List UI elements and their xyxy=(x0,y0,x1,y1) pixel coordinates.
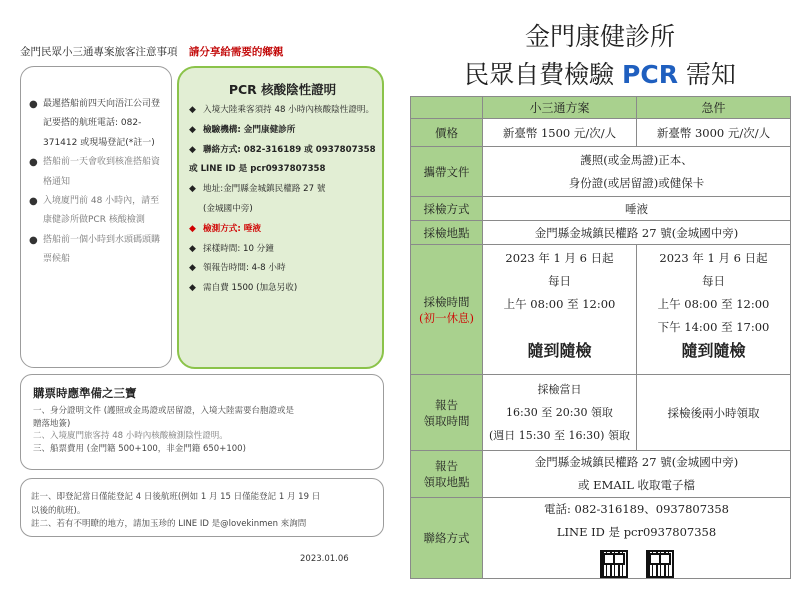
bullet-icon: ● xyxy=(29,157,38,169)
table-row xyxy=(411,147,791,197)
diamond-bullet-icon: ◆ xyxy=(189,144,196,155)
table-row xyxy=(411,197,791,221)
table-header-row xyxy=(411,97,791,119)
table-row xyxy=(411,498,791,579)
row-label-method: 採檢方式 xyxy=(411,197,483,221)
list-item: ● 搭船前一天會收到核准搭船資格通知 xyxy=(29,153,165,192)
pcr-box-title: PCR 核酸陰性證明 xyxy=(228,82,337,97)
footnotes-box xyxy=(20,478,384,537)
bullet-icon: ● xyxy=(29,234,38,246)
price-urgent: 新臺幣 3000 元/次/人 xyxy=(637,119,791,147)
pcr-notice-title: 民眾自費檢驗 PCR 需知 xyxy=(464,60,736,89)
list-item: ◆ 採樣時間: 10 分鐘 xyxy=(189,240,376,260)
closed-note: (初一休息) xyxy=(419,310,474,325)
list-item: ◆ 需自費 1500 (加急另收) xyxy=(189,279,376,299)
list-item: ◆ 檢驗機構: 金門康健診所 xyxy=(189,121,376,141)
contact-value: 電話: 082-316189、0937807358 LINE ID 是 pcr0937807358 xyxy=(483,498,791,579)
list-item: ◆ 檢測方式: 唾液 xyxy=(189,220,376,240)
ticket-requirements-box xyxy=(20,374,384,470)
table-row xyxy=(411,451,791,498)
row-label-price: 價格 xyxy=(411,119,483,147)
row-label-place: 採檢地點 xyxy=(411,221,483,245)
col-header-urgent: 急件 xyxy=(637,97,791,119)
place-value: 金門縣金城鎮民權路 27 號(金城國中旁) xyxy=(483,221,791,245)
ticket-box-title: 購票時應準備之三寶 xyxy=(33,386,137,400)
notice-steps-box xyxy=(20,66,172,368)
clinic-title: 金門康健診所 xyxy=(524,22,675,51)
list-item: ◆ 聯絡方式: 082-316189 或 0937807358 xyxy=(189,141,376,161)
ticket-line: 二、入境廈門旅客持 48 小時內核酸檢測陰性證明。 xyxy=(33,431,228,442)
method-value: 唾液 xyxy=(483,197,791,221)
diamond-bullet-icon: ◆ xyxy=(189,124,196,135)
notice-header xyxy=(20,44,400,59)
bullet-icon: ● xyxy=(29,196,38,208)
list-item: 或 LINE ID 是 pcr0937807358 xyxy=(189,164,326,175)
pcr-certificate-box xyxy=(177,66,384,369)
row-label-time: 採檢時間 (初一休息) xyxy=(411,245,483,375)
notice-header-note: 請分享給需要的鄉親 xyxy=(188,46,284,58)
table-row xyxy=(411,245,791,375)
price-standard: 新臺幣 1500 元/次/人 xyxy=(483,119,637,147)
notice-header-title: 金門民眾小三通專案旅客注意事項 xyxy=(20,46,178,58)
diamond-bullet-icon: ◆ xyxy=(189,105,196,115)
bullet-icon: ● xyxy=(29,99,38,110)
row-label-docs: 攜帶文件 xyxy=(411,147,483,197)
list-item: ◆ 領報告時間: 4-8 小時 xyxy=(189,259,376,279)
report-place-value: 金門縣金城鎮民權路 27 號(金城國中旁) 或 EMAIL 收取電子檔 xyxy=(483,451,791,498)
time-standard: 2023 年 1 月 6 日起 每日 上午 08:00 至 12:00 隨到隨檢 xyxy=(483,245,637,375)
col-header-standard: 小三通方案 xyxy=(483,97,637,119)
qr-code-icon xyxy=(646,550,674,578)
pcr-highlight: PCR xyxy=(622,60,678,89)
ticket-line: 三、船票費用 (金門籍 500+100，非金門籍 650+100) xyxy=(33,443,246,454)
diamond-bullet-icon: ◆ xyxy=(189,223,196,234)
row-label-report-time: 報告 領取時間 xyxy=(411,375,483,451)
diamond-bullet-icon: ◆ xyxy=(189,243,196,254)
walk-in-tag: 隨到隨檢 xyxy=(681,341,746,360)
document-date: 2023.01.06 xyxy=(300,554,349,564)
row-label-contact: 聯絡方式 xyxy=(411,498,483,579)
time-urgent: 2023 年 1 月 6 日起 每日 上午 08:00 至 12:00 下午 14:00 至 17:00 隨到隨檢 xyxy=(637,245,791,375)
diamond-bullet-icon: ◆ xyxy=(189,263,196,274)
qr-code-icon xyxy=(600,550,628,578)
diamond-bullet-icon: ◆ xyxy=(189,184,196,195)
diamond-bullet-icon: ◆ xyxy=(189,283,196,294)
list-item: ◆ 地址:金門縣金城鎮民權路 27 號 xyxy=(189,180,376,200)
footnote-line: 註二、若有不明瞭的地方，請加玉珍的 LINE ID 是@lovekinmen 來詢問 xyxy=(31,519,307,529)
list-item: ● 搭船前一個小時到水頭碼頭購票候船 xyxy=(29,231,165,270)
list-item: ● 最遲搭船前四天向浯江公司登記要搭的航班電話: 082-371412 或現場登記(*註一) xyxy=(29,95,165,153)
footnote-line: 註一、即登記當日僅能登記 4 日後航班(例如 1 月 15 日僅能登記 1 月 19 日 xyxy=(31,492,321,502)
table-row xyxy=(411,119,791,147)
ticket-line: 一、身分證明文件 (護照或金馬證或居留證，入境大陸需要台胞證或是 xyxy=(33,406,295,416)
row-label-report-place: 報告 領取地點 xyxy=(411,451,483,498)
report-time-standard: 採檢當日 16:30 至 20:30 領取 (週日 15:30 至 16:30) 領取 xyxy=(483,375,637,451)
table-row xyxy=(411,375,791,451)
list-item: (金城國中旁) xyxy=(203,203,253,214)
report-time-urgent: 採檢後兩小時領取 xyxy=(637,375,791,451)
list-item: ● 入境廈門前 48 小時內，請至康健診所做PCR 核酸檢測 xyxy=(29,192,165,231)
ticket-line: 贈落地簽) xyxy=(33,418,71,429)
walk-in-tag: 隨到隨檢 xyxy=(527,341,592,360)
list-item: ◆ 入境大陸乘客須持 48 小時內核酸陰性證明。 xyxy=(189,101,376,121)
table-row xyxy=(411,221,791,245)
footnote-line: 以後的航班)。 xyxy=(31,505,86,516)
docs-value: 護照(或金馬證)正本、 身份證(或居留證)或健保卡 xyxy=(483,147,791,197)
pcr-info-table xyxy=(410,96,791,579)
